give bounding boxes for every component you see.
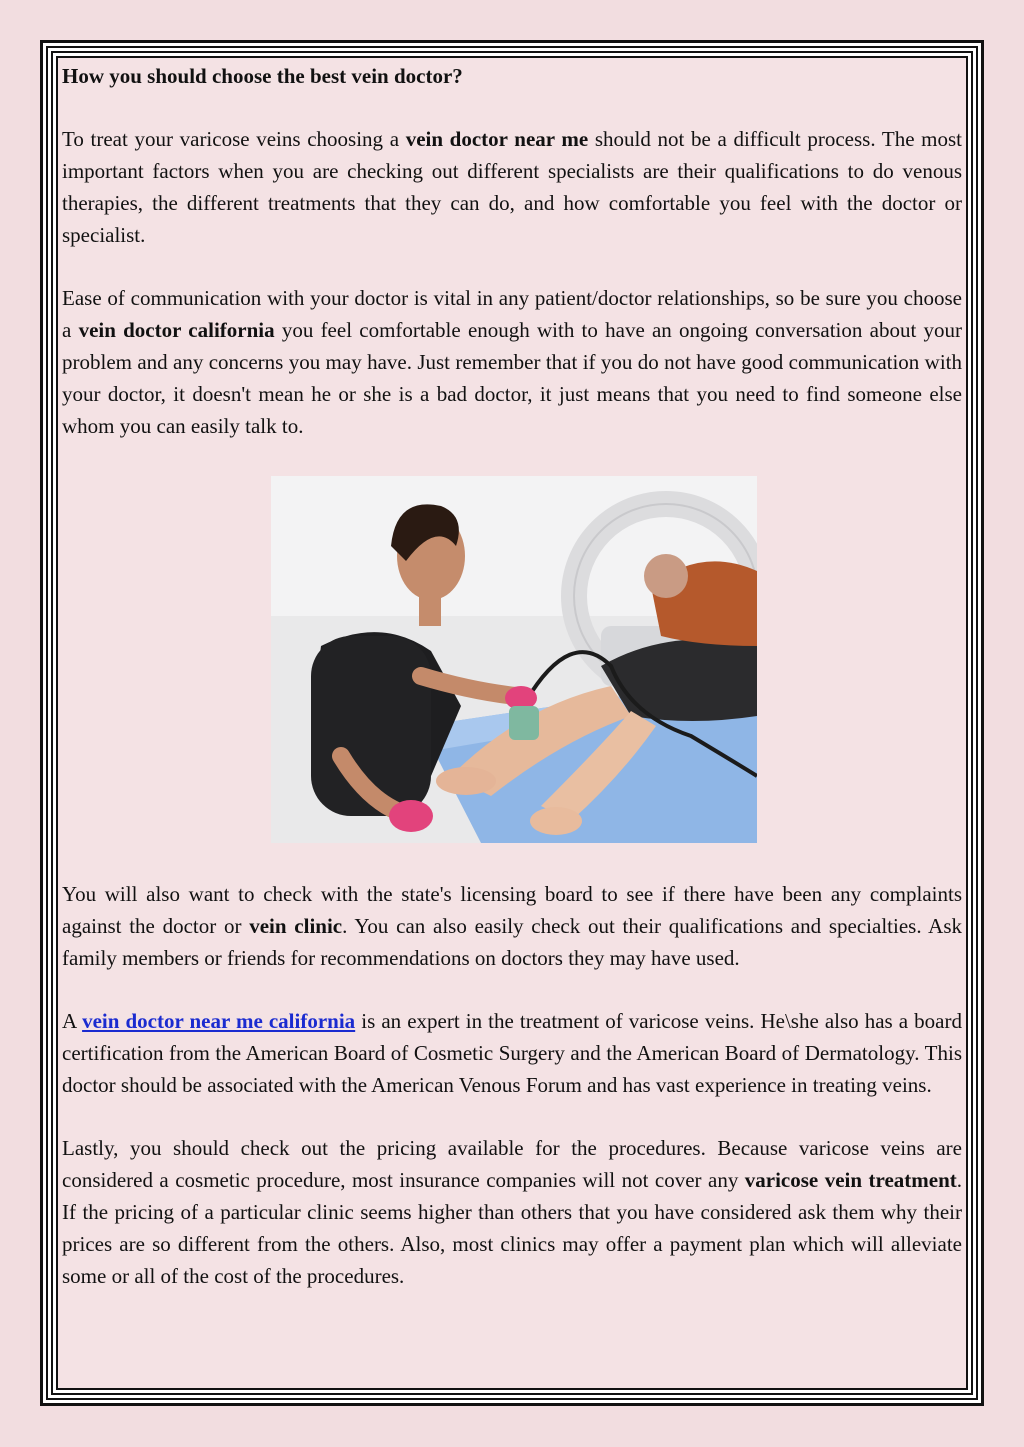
keyword-vein-doctor-california: vein doctor california [78, 318, 275, 342]
paragraph-pricing: Lastly, you should check out the pricing available for the procedures. Because varicose veins are considered a cosmetic procedure, most insurance companies will not cover any varicose vein treatment. If the pricing of a particular clinic seems higher than others that you have considered ask them why their prices are so different from the others. Also, most clinics may offer a payment plan which will alleviate some or all of the cost of the procedures. [62, 1136, 962, 1288]
paragraph-expert: A vein doctor near me california is an expert in the treatment of varicose veins. He\she also has a board certification from the American Board of Cosmetic Surgery and the American Board of Dermatology. This doctor should be associated with the American Venous Forum and has vast experience in treating veins. [62, 1009, 962, 1097]
keyword-vein-clinic: vein clinic [249, 914, 343, 938]
paragraph-communication: Ease of communication with your doctor is vital in any patient/doctor relationships, so be sure you choose a vein doctor california you feel comfortable enough with to have an ongoing conversation about your problem and any concerns you may have. Just remember that if you do not have good communication with your doctor, it doesn't mean he or she is a bad doctor, it just means that you need to find someone else whom you can easily talk to. [62, 286, 963, 438]
article-heading: How you should choose the best vein doctor? [62, 64, 463, 88]
article-body [62, 60, 962, 442]
vein-treatment-photo [271, 476, 757, 843]
keyword-vein-doctor-near-me: vein doctor near me [405, 127, 589, 151]
article-body-continued [62, 878, 962, 1292]
keyword-varicose-vein-treatment: varicose vein treatment [744, 1168, 957, 1192]
vein-doctor-near-me-california-link[interactable]: vein doctor near me california [82, 1009, 356, 1033]
paragraph-intro: To treat your varicose veins choosing a vein doctor near me should not be a difficult process. The most important factors when you are checking out different specialists are their qualifications to do venous therapies, the different treatments that they can do, and how comfortable you feel with the doctor or specialist. [62, 127, 963, 247]
paragraph-licensing: You will also want to check with the state's licensing board to see if there have been any complaints against the doctor or vein clinic. You can also easily check out their qualifications and specialties. Ask family members or friends for recommendations on doctors they may have used. [62, 882, 962, 970]
